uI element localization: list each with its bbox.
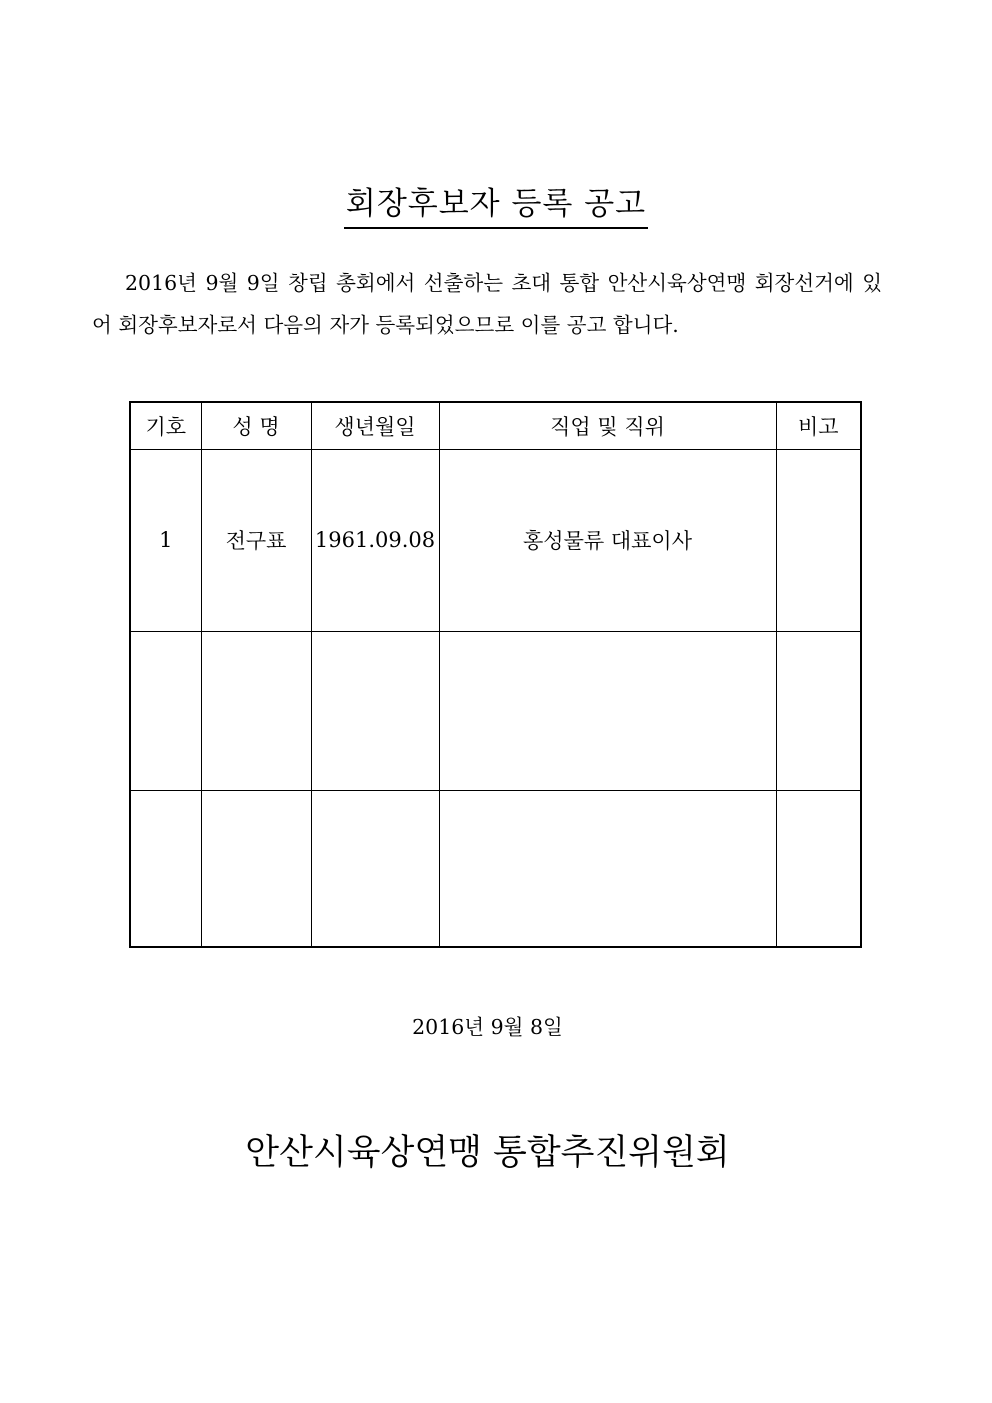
cell-birthdate: [311, 790, 439, 947]
document-title-wrap: [0, 178, 992, 229]
cell-name: 전구표: [201, 449, 311, 631]
header-occupation: 직업 및 직위: [439, 402, 776, 449]
cell-occupation: [439, 790, 776, 947]
cell-remarks: [776, 449, 861, 631]
table-row: [130, 449, 861, 631]
table-row: [130, 631, 861, 790]
candidate-table: [129, 401, 862, 948]
cell-number: [130, 631, 201, 790]
cell-birthdate: [311, 631, 439, 790]
header-name: 성 명: [201, 402, 311, 449]
intro-paragraph: 2016년 9월 9일 창립 총회에서 선출하는 초대 통합 안산시육상연맹 회장선거에 있어 회장후보자로서 다음의 자가 등록되었으므로 이를 공고 합니다.: [92, 271, 882, 337]
cell-occupation: [439, 631, 776, 790]
cell-number: [130, 790, 201, 947]
header-remarks: 비고: [776, 402, 861, 449]
header-number: 기호: [130, 402, 201, 449]
header-birthdate: 생년월일: [311, 402, 439, 449]
cell-birthdate: 1961.09.08: [311, 449, 439, 631]
table-header-row: [130, 402, 861, 449]
cell-name: [201, 790, 311, 947]
announcement-date: 2016년 9월 8일: [412, 1015, 563, 1039]
organization-name: 안산시육상연맹 통합추진위원회: [245, 1133, 730, 1173]
cell-name: [201, 631, 311, 790]
cell-remarks: [776, 790, 861, 947]
cell-number: 1: [130, 449, 201, 631]
table-row: [130, 790, 861, 947]
cell-remarks: [776, 631, 861, 790]
document-title: 회장후보자 등록 공고: [344, 178, 648, 229]
cell-occupation: 홍성물류 대표이사: [439, 449, 776, 631]
